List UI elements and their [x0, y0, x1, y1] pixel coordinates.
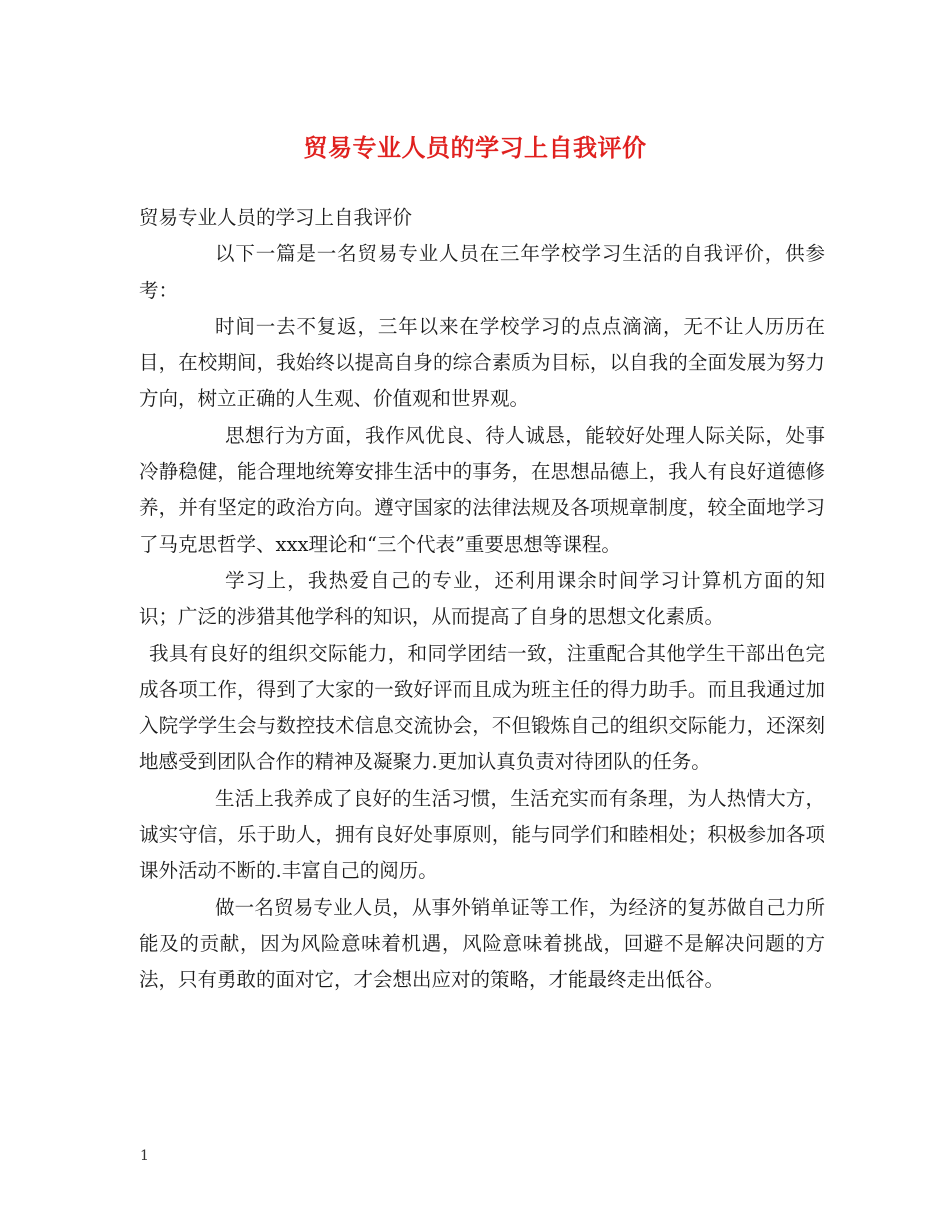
- paragraph-overview: 时间一去不复返，三年以来在学校学习的点点滴滴，无不让人历历在目，在校期间，我始终以提高自身的综合素质为目标，以自我的全面发展为努力方向，树立正确的人生观、价值观和世界观。: [139, 314, 825, 411]
- paragraph-life: 生活上我养成了良好的生活习惯，生活充实而有条理，为人热情大方，诚实守信，乐于助人，拥有良好处事原则，能与同学们和睦相处；积极参加各项课外活动不断的.丰富自己的阅历。: [139, 786, 825, 883]
- subtitle-line: 贸易专业人员的学习上自我评价: [139, 206, 413, 229]
- paragraph-career: 做一名贸易专业人员，从事外销单证等工作，为经济的复苏做自己力所能及的贡献，因为风险意味着机遇，风险意味着挑战，回避不是解决问题的方法，只有勇敢的面对它，才会想出应对的策略，才能最终走出低谷。: [139, 895, 825, 992]
- paragraph-study: 学习上，我热爱自己的专业，还利用课余时间学习计算机方面的知识；广泛的涉猎其他学科的知识，从而提高了自身的思想文化素质。: [139, 568, 825, 629]
- document-body: [139, 200, 825, 999]
- intro-paragraph: 以下一篇是一名贸易专业人员在三年学校学习生活的自我评价，供参考：: [139, 242, 825, 302]
- paragraph-organization: 我具有良好的组织交际能力，和同学团结一致，注重配合其他学生干部出色完成各项工作，得到了大家的一致好评而且成为班主任的得力助手。而且我通过加入院学学生会与数控技术信息交流协会，不但锻炼自己的组织交际能力，还深刻地感受到团队合作的精神及凝聚力.更加认真负责对待团队的任务。: [139, 641, 825, 774]
- document-title: 贸易专业人员的学习上自我评价: [303, 133, 647, 162]
- paragraph-ideology: 思想行为方面，我作风优良、待人诚恳，能较好处理人际关际，处事冷静稳健，能合理地统筹安排生活中的事务，在思想品德上，我人有良好道德修养，并有坚定的政治方向。遵守国家的法律法规及各项规章制度，较全面地学习了马克思哲学、xxx理论和“三个代表”重要思想等课程。: [139, 423, 825, 556]
- page-number: 1: [140, 1148, 149, 1164]
